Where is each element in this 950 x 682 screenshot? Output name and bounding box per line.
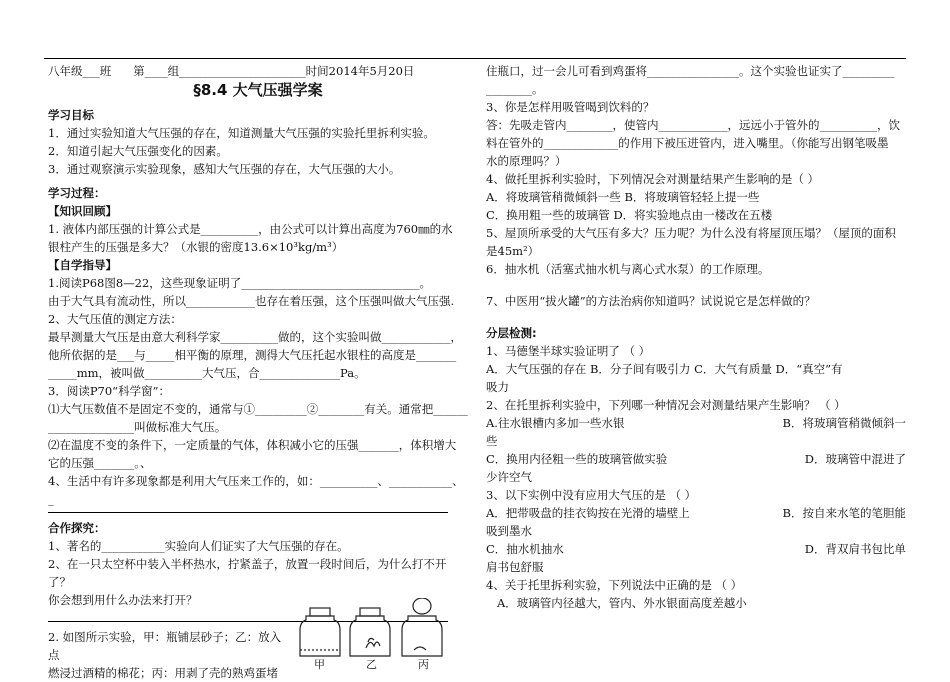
- figure-label-yi: 乙: [366, 658, 377, 671]
- option-b: B．将玻璃管稍微倾斜一: [782, 416, 906, 430]
- review-heading: 【知识回顾】: [48, 204, 117, 218]
- figure-label-bing: 丙: [418, 658, 429, 671]
- figure-text: 2. 如图所示实验，甲：瓶铺层砂子；乙：放入点: [48, 630, 282, 662]
- option-b: B．按自来水笔的笔胆能: [782, 506, 906, 520]
- section-divider: [48, 512, 448, 513]
- test-heading: 分层检测:: [486, 326, 537, 340]
- option-wrap: 肩书包舒服: [486, 560, 544, 574]
- test-line: A．大气压强的存在 B．分子间有吸引力 C．大气有质量 D．“真空”有: [486, 362, 843, 376]
- option-d: D．背双肩书包比单: [804, 542, 906, 556]
- test-line: 2、在托里拆利实验中，下列哪一种情况会对测量结果产生影响？ （ ）: [486, 398, 846, 412]
- figure-label-jia: 甲: [314, 658, 325, 671]
- cont-line: A．将玻璃管稍微倾斜一些 B．将玻璃管轻轻上提一些: [486, 190, 760, 204]
- coop-heading: 合作探究：: [48, 521, 106, 535]
- test-line: 吸力: [486, 380, 509, 394]
- header-line: 八年级___班 第____组______________________时间2014年5月20日: [48, 64, 415, 78]
- guide-line: 最早测量大气压是由意大利科学家__________做的，这个实验叫做____________，: [48, 330, 462, 344]
- left-column: [48, 62, 468, 682]
- guide-line: 它的压强_______。、: [48, 456, 152, 470]
- option-c: C．抽水机抽水: [486, 542, 564, 556]
- option-d: D．玻璃管中混进了: [804, 452, 906, 466]
- process-heading: 学习过程：: [48, 186, 106, 200]
- option-row: [486, 540, 906, 558]
- question-7: 7、中医用“拔火罐”的方法治病你知道吗？试说说它是怎样做的？: [486, 294, 816, 308]
- coop-line: 你会想到用什么办法来打开？: [48, 593, 198, 607]
- test-line: 4、关于托里拆利实验，下列说法中正确的是 （ ）: [486, 578, 743, 592]
- goals-heading: 学习目标: [48, 108, 94, 122]
- guide-line: ⑵在温度不变的条件下，一定质量的气体，体积减小它的压强_______，体积增大: [48, 438, 457, 452]
- jar-experiment-figure: [298, 598, 448, 672]
- right-column: [486, 62, 906, 612]
- guide-line: ⑴大气压数值不是固定不变的，通常与①_________②________有关。通常把______: [48, 402, 468, 416]
- option-wrap: 少许空气: [486, 470, 532, 484]
- cont-line: 6．抽水机（活塞式抽水机与离心式水泵）的工作原理。: [486, 262, 770, 276]
- test-line: 3、以下实例中没有应用大气压的是 （ ）: [486, 488, 697, 502]
- cont-line: 住瓶口，过一会儿可看到鸡蛋将________________。这个实验也证实了_________: [486, 64, 895, 78]
- cont-line: 水的原理吗？）: [486, 154, 567, 168]
- guide-line: _____mm，被叫做__________大气压，合______________Pa。: [48, 366, 366, 380]
- guide-heading: 【自学指导】: [48, 258, 117, 272]
- figure-text: 燃浸过酒精的棉花；丙：用剥了壳的熟鸡蛋堵: [48, 666, 278, 680]
- coop-line: 2、在一只太空杯中装入半杯热水，拧紧盖子，放置一段时间后，为什么打不开了？: [48, 557, 447, 589]
- option-row: [486, 504, 906, 522]
- guide-line: 他所依据的是___与_____相平衡的原理，测得大气压托起水银柱的高度是_______: [48, 348, 457, 362]
- option-wrap: 吸到墨水: [486, 524, 532, 538]
- cont-line: 4、做托里拆利实验时，下列情况会对测量结果产生影响的是（ ）: [486, 172, 819, 186]
- test-line: A．玻璃管内径越大，管内、外水银面高度差越小: [486, 596, 747, 610]
- goal-item: 3．通过观察演示实验现象，感知大气压强的存在，大气压强的大小。: [48, 162, 401, 176]
- guide-line: 由于大气具有流动性，所以____________也存在着压强，这个压强叫做大气压强.: [48, 294, 455, 308]
- top-rule: [44, 58, 906, 59]
- coop-line: 1、著名的___________实验向人们证实了大气压强的存在。: [48, 539, 349, 553]
- test-line: 1、马德堡半球实验证明了 （ ）: [486, 344, 651, 358]
- guide-line: 3．阅读P70“科学窗”：: [48, 384, 170, 398]
- option-wrap: 些: [486, 434, 498, 448]
- goal-item: 2．知道引起大气压强变化的因素。: [48, 144, 228, 158]
- page-title: §8.4 大气压强学案: [193, 81, 323, 99]
- cont-line: 答：先吸走管内________，使管内____________，远远小于管外的__________，饮: [486, 118, 900, 132]
- cont-line: C．换用粗一些的玻璃管 D．将实验地点由一楼改在五楼: [486, 208, 773, 222]
- option-a: A.往水银槽内多加一些水银: [486, 416, 625, 430]
- guide-line: _______________叫做标准大气压。: [48, 420, 227, 434]
- cont-line: 3、你是怎样用吸管喝到饮料的？: [486, 100, 655, 114]
- option-a: A．把带吸盘的挂衣钩按在光滑的墙壁上: [486, 506, 690, 520]
- cont-line: 料在管外的_____________的作用下被压进管内，进入嘴里。（你能写出钢笔吸墨: [486, 136, 889, 150]
- review-line: 1. 液体内部压强的计算公式是__________，由公式可以计算出高度为760㎜的水: [48, 222, 453, 236]
- cont-line: ________。: [486, 82, 544, 96]
- cont-line: 是45m²）: [486, 244, 540, 258]
- guide-line: 4、生活中有许多现象都是利用大气压来工作的，如：__________、___________、_: [48, 474, 464, 506]
- option-c: C．换用内径粗一些的玻璃管做实验: [486, 452, 668, 466]
- option-row: [486, 414, 906, 432]
- option-row: [486, 450, 906, 468]
- guide-line: 2、大气压值的测定方法：: [48, 312, 182, 326]
- guide-line: 1.阅读P68图8—22，这些现象证明了_______________________________。: [48, 276, 432, 290]
- review-line: 银柱产生的压强是多大？（水银的密度13.6×10³kg/m³）: [48, 240, 344, 254]
- cont-line: 5、屋顶所承受的大气压有多大？压力呢？为什么没有将屋顶压塌？（屋顶的面积: [486, 226, 896, 240]
- goal-item: 1．通过实验知道大气压强的存在，知道测量大气压强的实验托里拆利实验。: [48, 126, 435, 140]
